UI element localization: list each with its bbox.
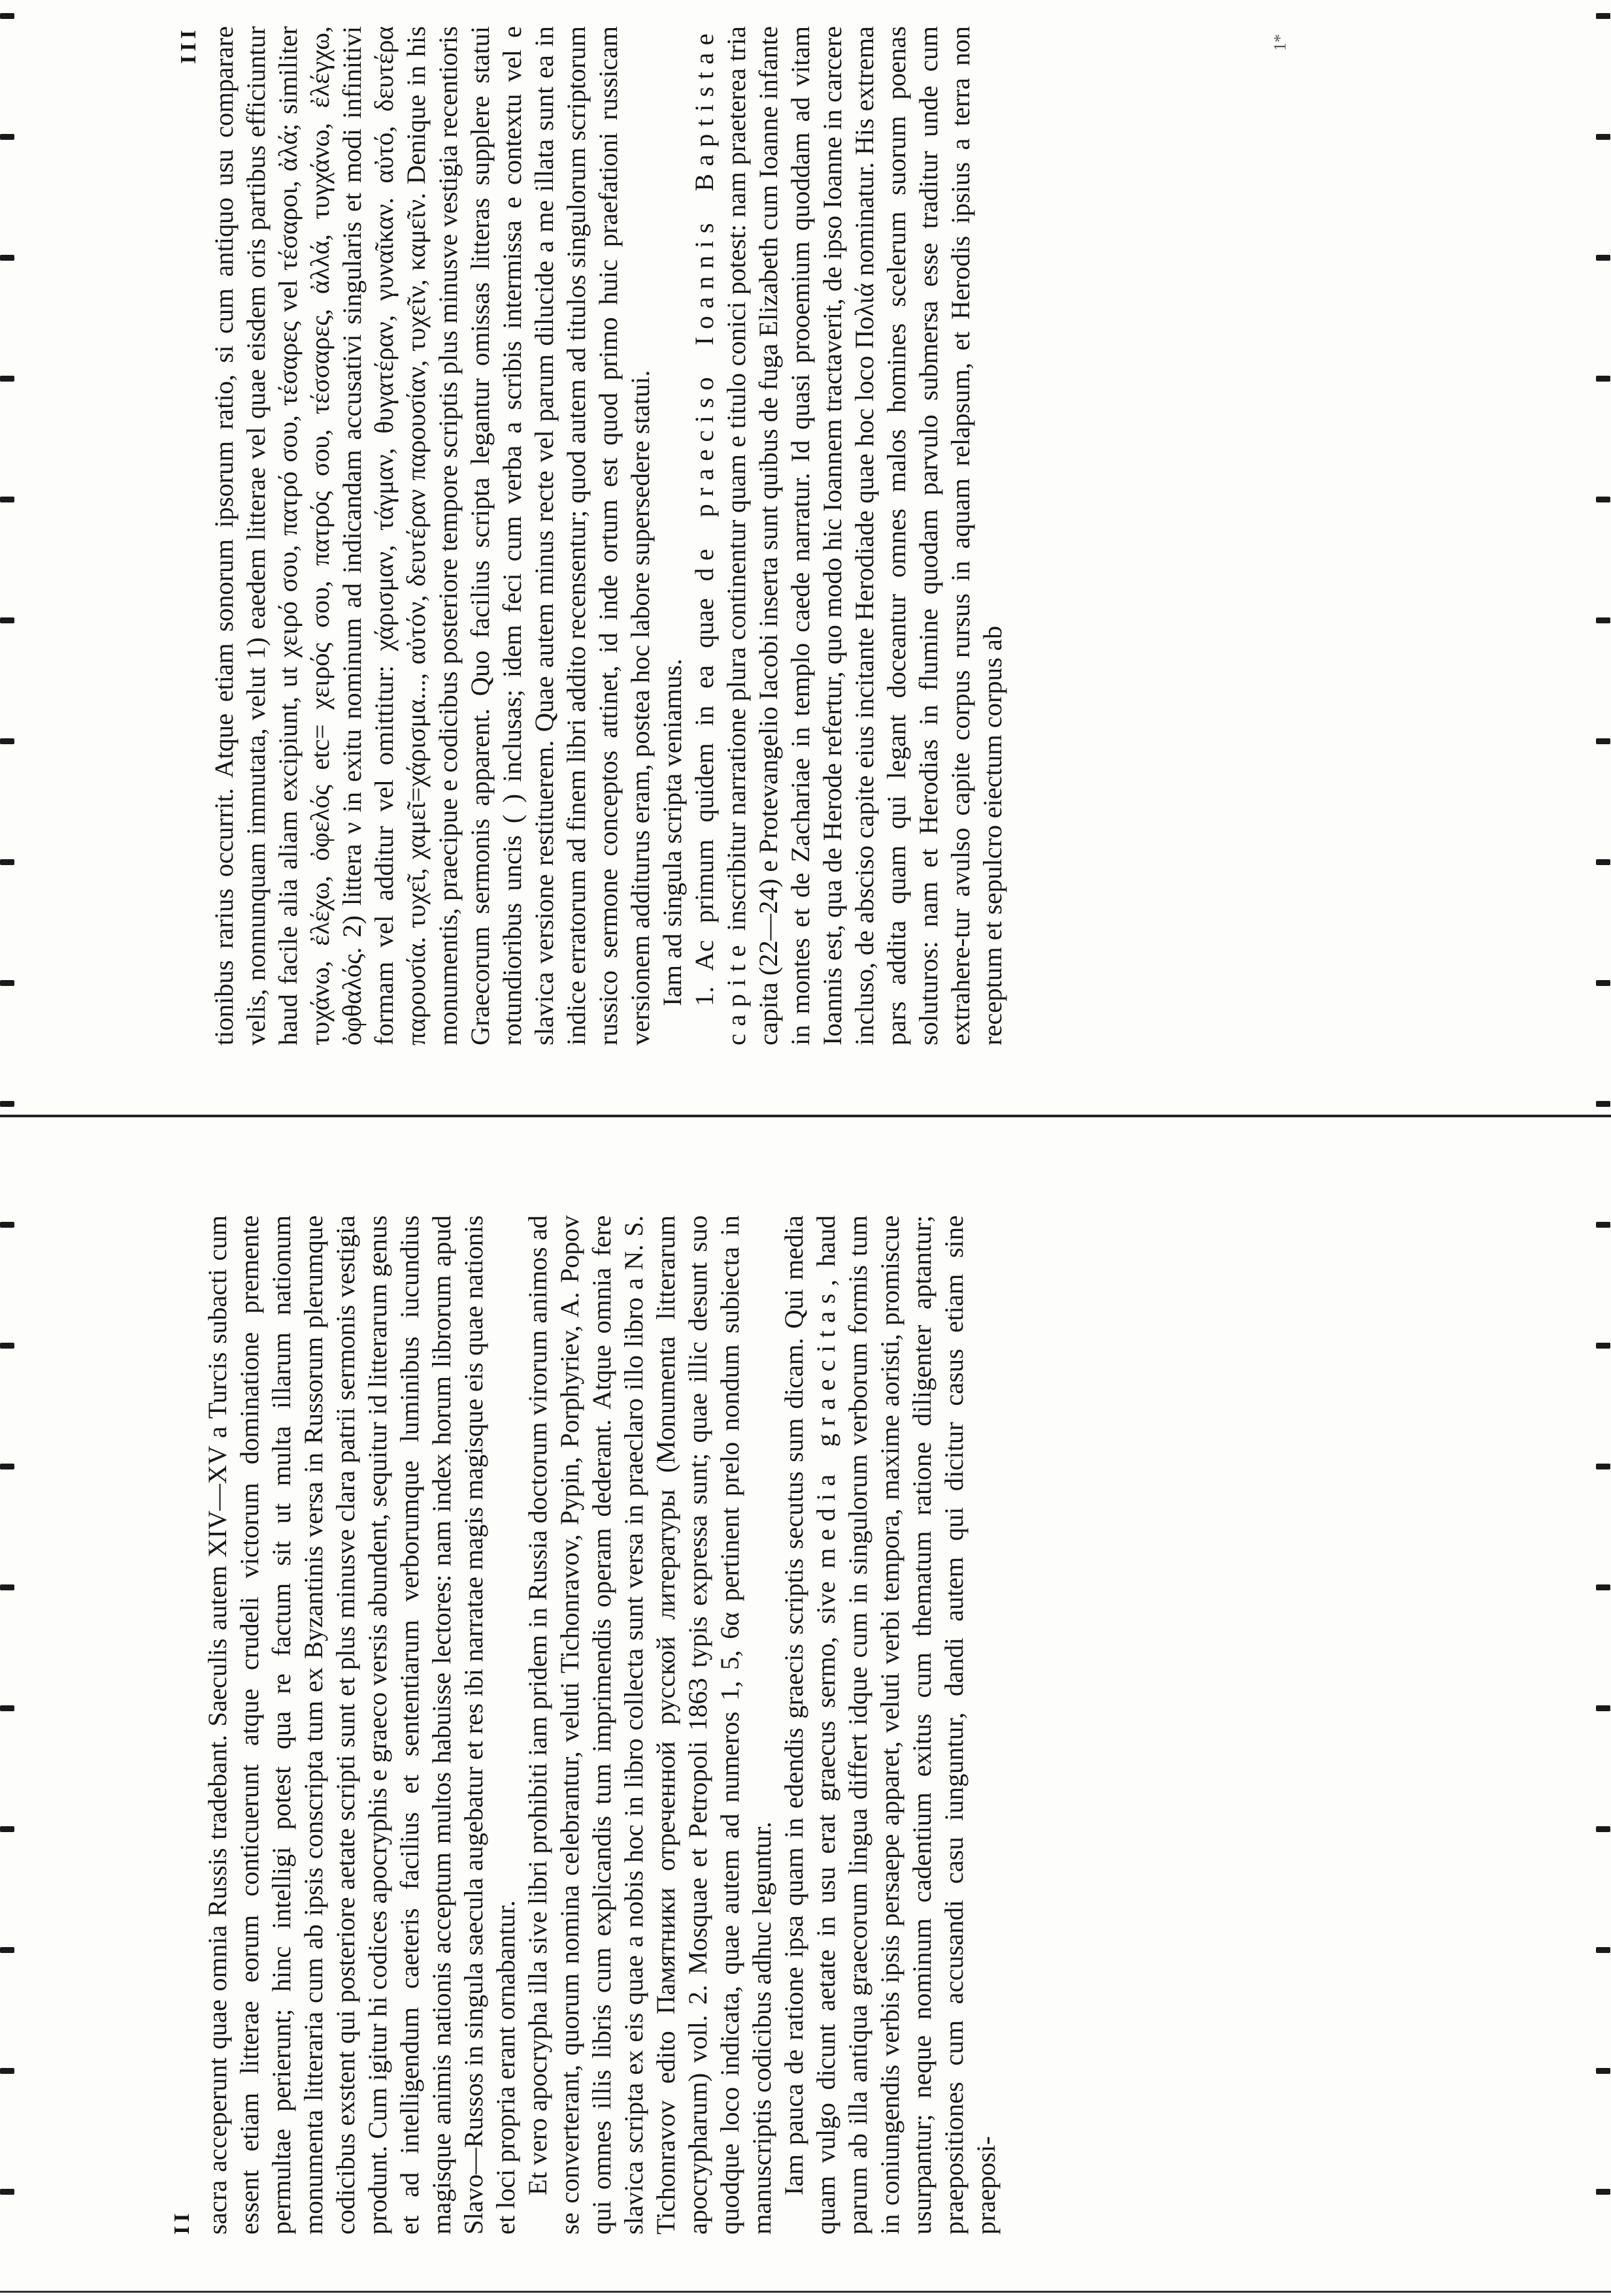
registration-dash: [0, 1222, 14, 1228]
bottom-edge-rule: [0, 2291, 1611, 2293]
registration-dash: [1596, 255, 1610, 261]
registration-dash: [0, 1584, 14, 1590]
registration-dash: [1596, 1222, 1610, 1228]
registration-dash: [1596, 134, 1610, 140]
registration-dash: [1596, 738, 1610, 744]
spaced-emphasis: media graecitas: [811, 1286, 840, 1569]
registration-dash: [1596, 497, 1610, 502]
paragraph-segment: Iam pauca de ratione ipsa quam in edendis graecis scriptis secutus sum dicam. Qui media quam vulgo dicunt aetate in usu erat graecus sermo, sive: [779, 1215, 840, 2235]
registration-dash: [1596, 13, 1610, 19]
registration-dash: [0, 2189, 14, 2195]
registration-dash: [1596, 1947, 1610, 1953]
registration-dash: [0, 738, 14, 744]
registration-dash: [0, 859, 14, 865]
registration-dash: [1596, 376, 1610, 382]
page-iii: [170, 26, 1294, 1045]
page-iii-text: [208, 26, 1008, 1045]
registration-dash: [1596, 1826, 1610, 1832]
left-registration-marks: [0, 0, 14, 2296]
registration-dash: [1596, 859, 1610, 865]
registration-dash: [0, 1464, 14, 1469]
paragraph: Iam ad singula scripta veniamus.: [657, 659, 687, 1006]
registration-dash: [1596, 617, 1610, 623]
page-fold-line: [0, 1115, 1611, 1117]
page-ii-text: [201, 1215, 1002, 2235]
registration-dash: [0, 2068, 14, 2074]
registration-dash: [1596, 2189, 1610, 2195]
registration-dash: [0, 980, 14, 986]
paragraph: sacra acceperunt quae omnia Russis tradebant. Saeculis autem XIV—XV a Turcis subacti cum essent etiam litterae eorum conticuerunt atque crudeli victorum dominatione premente permultae perierunt; hinc intelligi potest qua re factum sit ut multa illarum nationum monumenta litteraria cum ab ipsis conscripta tum ex Byzantinis versa in Russorum plerumque codicibus exstent qui posteriore aetate scripti sunt et plus minusve clara patrii sermonis vestigia produnt. Cum igitur hi codices apocryphis e graeco versis abundent, sequitur id litterarum genus et ad intelligendum caeteris facilius et sententiarum verborumque luminibus iucundius magisque animis nationis acceptum multos habuisse lectores: nam index horum librorum apud Slavo—Russos in singula saecula augebatur et res ibi narratae magis magisque eis quae nationis et loci propria erant ornabantur.: [203, 1215, 520, 2235]
registration-dash: [0, 134, 14, 140]
registration-dash: [0, 1826, 14, 1832]
paragraph: [778, 1215, 1002, 2235]
registration-dash: [1596, 1584, 1610, 1590]
registration-dash: [1596, 1464, 1610, 1469]
paragraph: tionibus rarius occurrit. Atque etiam sonorum ipsorum ratio, si cum antiquo usu comparare velis, nonnunquam immutata, velut 1) eaedem litterae vel quae eisdem oris partibus efficiuntur haud facile alia aliam excipiunt, ut χειρό σου, πατρό σου, τέσαρες vel τέσαροι, ἀλά; similiter τυχάνω, ἐλέχω, ὀφελός etc= χειρός σου, πατρός σου, τέσσαρες, ἀλλά, τυγχάνω, ἐλέγχω, ὀφθαλός. 2) littera ν in exitu nominum ad indicandam accusativi singularis et modi infinitivi formam vel additur vel omittitur: χάρισμαν, τάγμαν, θυγατέραν, γυναῖκαν. αὐτό, δευτέρα παρουσία. τυχεῖ, χαμεῖ=χάρισμα..., αὐτόν, δευτέραν παρουσίαν, τυχεῖν, καμεῖν. Denique in his monumentis, praecipue e codicibus posteriore tempore scriptis plus minusve vestigia recentioris Graecorum sermonis apparent. Quo facilius scripta legantur omissas litteras supplere statui rotundioribus uncis ( ) inclusas; idem feci cum verba a scribis intermissa e contextu vel e slavica versione restituerem. Quae autem minus recte vel parum dilucide a me illata sunt ea in indice erratorum ad finem libri addito recensentur; quod autem ad titulos singulorum scriptorum russico sermone conceptos attinet, id inde ortum est quod primo huic praefationi russicam versionem additurus eram, postea hoc labore supersedere statui.: [209, 26, 655, 1045]
registration-dash: [0, 1101, 14, 1107]
paragraph-segment: , haud parum ab illa antiqua graecorum lingua differt idque cum in singulorum verborum formis tum in coniungendis verbis ipsis persaepe apparet, veluti verbi tempora, maxime aoristi, promiscue usurpantur; neque nominum cadentium exitus cum thematum ratione diligenter aptantur; praepositiones cum accusandi casu iunguntur, dandi autem qui dicitur casus etiam sine praeposi-: [811, 1215, 1001, 2235]
page-number: II: [170, 2209, 194, 2235]
registration-dash: [1596, 980, 1610, 986]
registration-dash: [0, 255, 14, 261]
paragraph: Et vero apocrypha illa sive libri prohibiti iam pridem in Russia doctorum virorum animos ad se converterant, quorum nomina celebrantur, veluti Tichonravov, Pypin, Porphyriev, A. Popov qui omnes illis libris cum explicandis tum imprimendis operam dederant. Atque omnia fere slavica scripta ex eis quae a nobis hoc in libro collecta sunt versa in praeclaro illo libro a N. S. Tichonravov edito Памятники отреченной русской литературы (Monumenta litterarum apocrypharum) voll. 2. Mosquae et Petropoli 1863 typis expressa sunt; quae illic desunt suo quodque loco indicata, quae autem ad numeros 1, 5, 6α pertinent prelo nondum subiecta in manuscriptis codicibus adhuc leguntur.: [523, 1215, 776, 2235]
signature-mark: 1*: [1271, 34, 1289, 51]
spaced-emphasis: de praeciso Ioannis Baptistae capite: [689, 26, 751, 1045]
page-number: III: [176, 26, 201, 64]
registration-dash: [0, 617, 14, 623]
paragraph: [688, 26, 1008, 1045]
registration-dash: [0, 13, 14, 19]
paragraph-segment: inscribitur narratione plura continentur quam e titulo conici potest: nam praeterea tria capita (22—24) e Protevangelio Iacobi inserta sunt quibus de fuga Elizabeth cum Ioanne infante in montes et de Zachariae in templo caede narratur. Id quasi prooemium quoddam ad vitam Ioannis est, qua de Herode refertur, quo modo hic Ioannem tractaverit, de ipso Ioanne in carcere incluso, de absciso capite eius incitante Herodiade quae hoc loco Πολιά nominatur. His extrema pars addita quam qui legant doceantur omnes malos homines scelerum suorum poenas soluturos: nam et Herodias in flumine quodam parvulo submersa esse traditur unde cum extrahere-tur avulso capite corpus rursus in aquam relapsum, et Herodis ipsius a terra non receptum et sepulcro eiectum corpus ab: [722, 26, 1007, 1045]
paragraph-segment: 1. Ac primum quidem in ea quae: [689, 581, 719, 1006]
registration-dash: [1596, 2068, 1610, 2074]
registration-dash: [0, 1705, 14, 1711]
registration-dash: [0, 497, 14, 502]
page-ii: [163, 1215, 1287, 2235]
registration-dash: [0, 376, 14, 382]
registration-dash: [1596, 1343, 1610, 1349]
registration-dash: [1596, 1101, 1610, 1107]
registration-dash: [1596, 1705, 1610, 1711]
registration-dash: [0, 1343, 14, 1349]
right-registration-marks: [1596, 0, 1610, 2296]
registration-dash: [0, 1947, 14, 1953]
